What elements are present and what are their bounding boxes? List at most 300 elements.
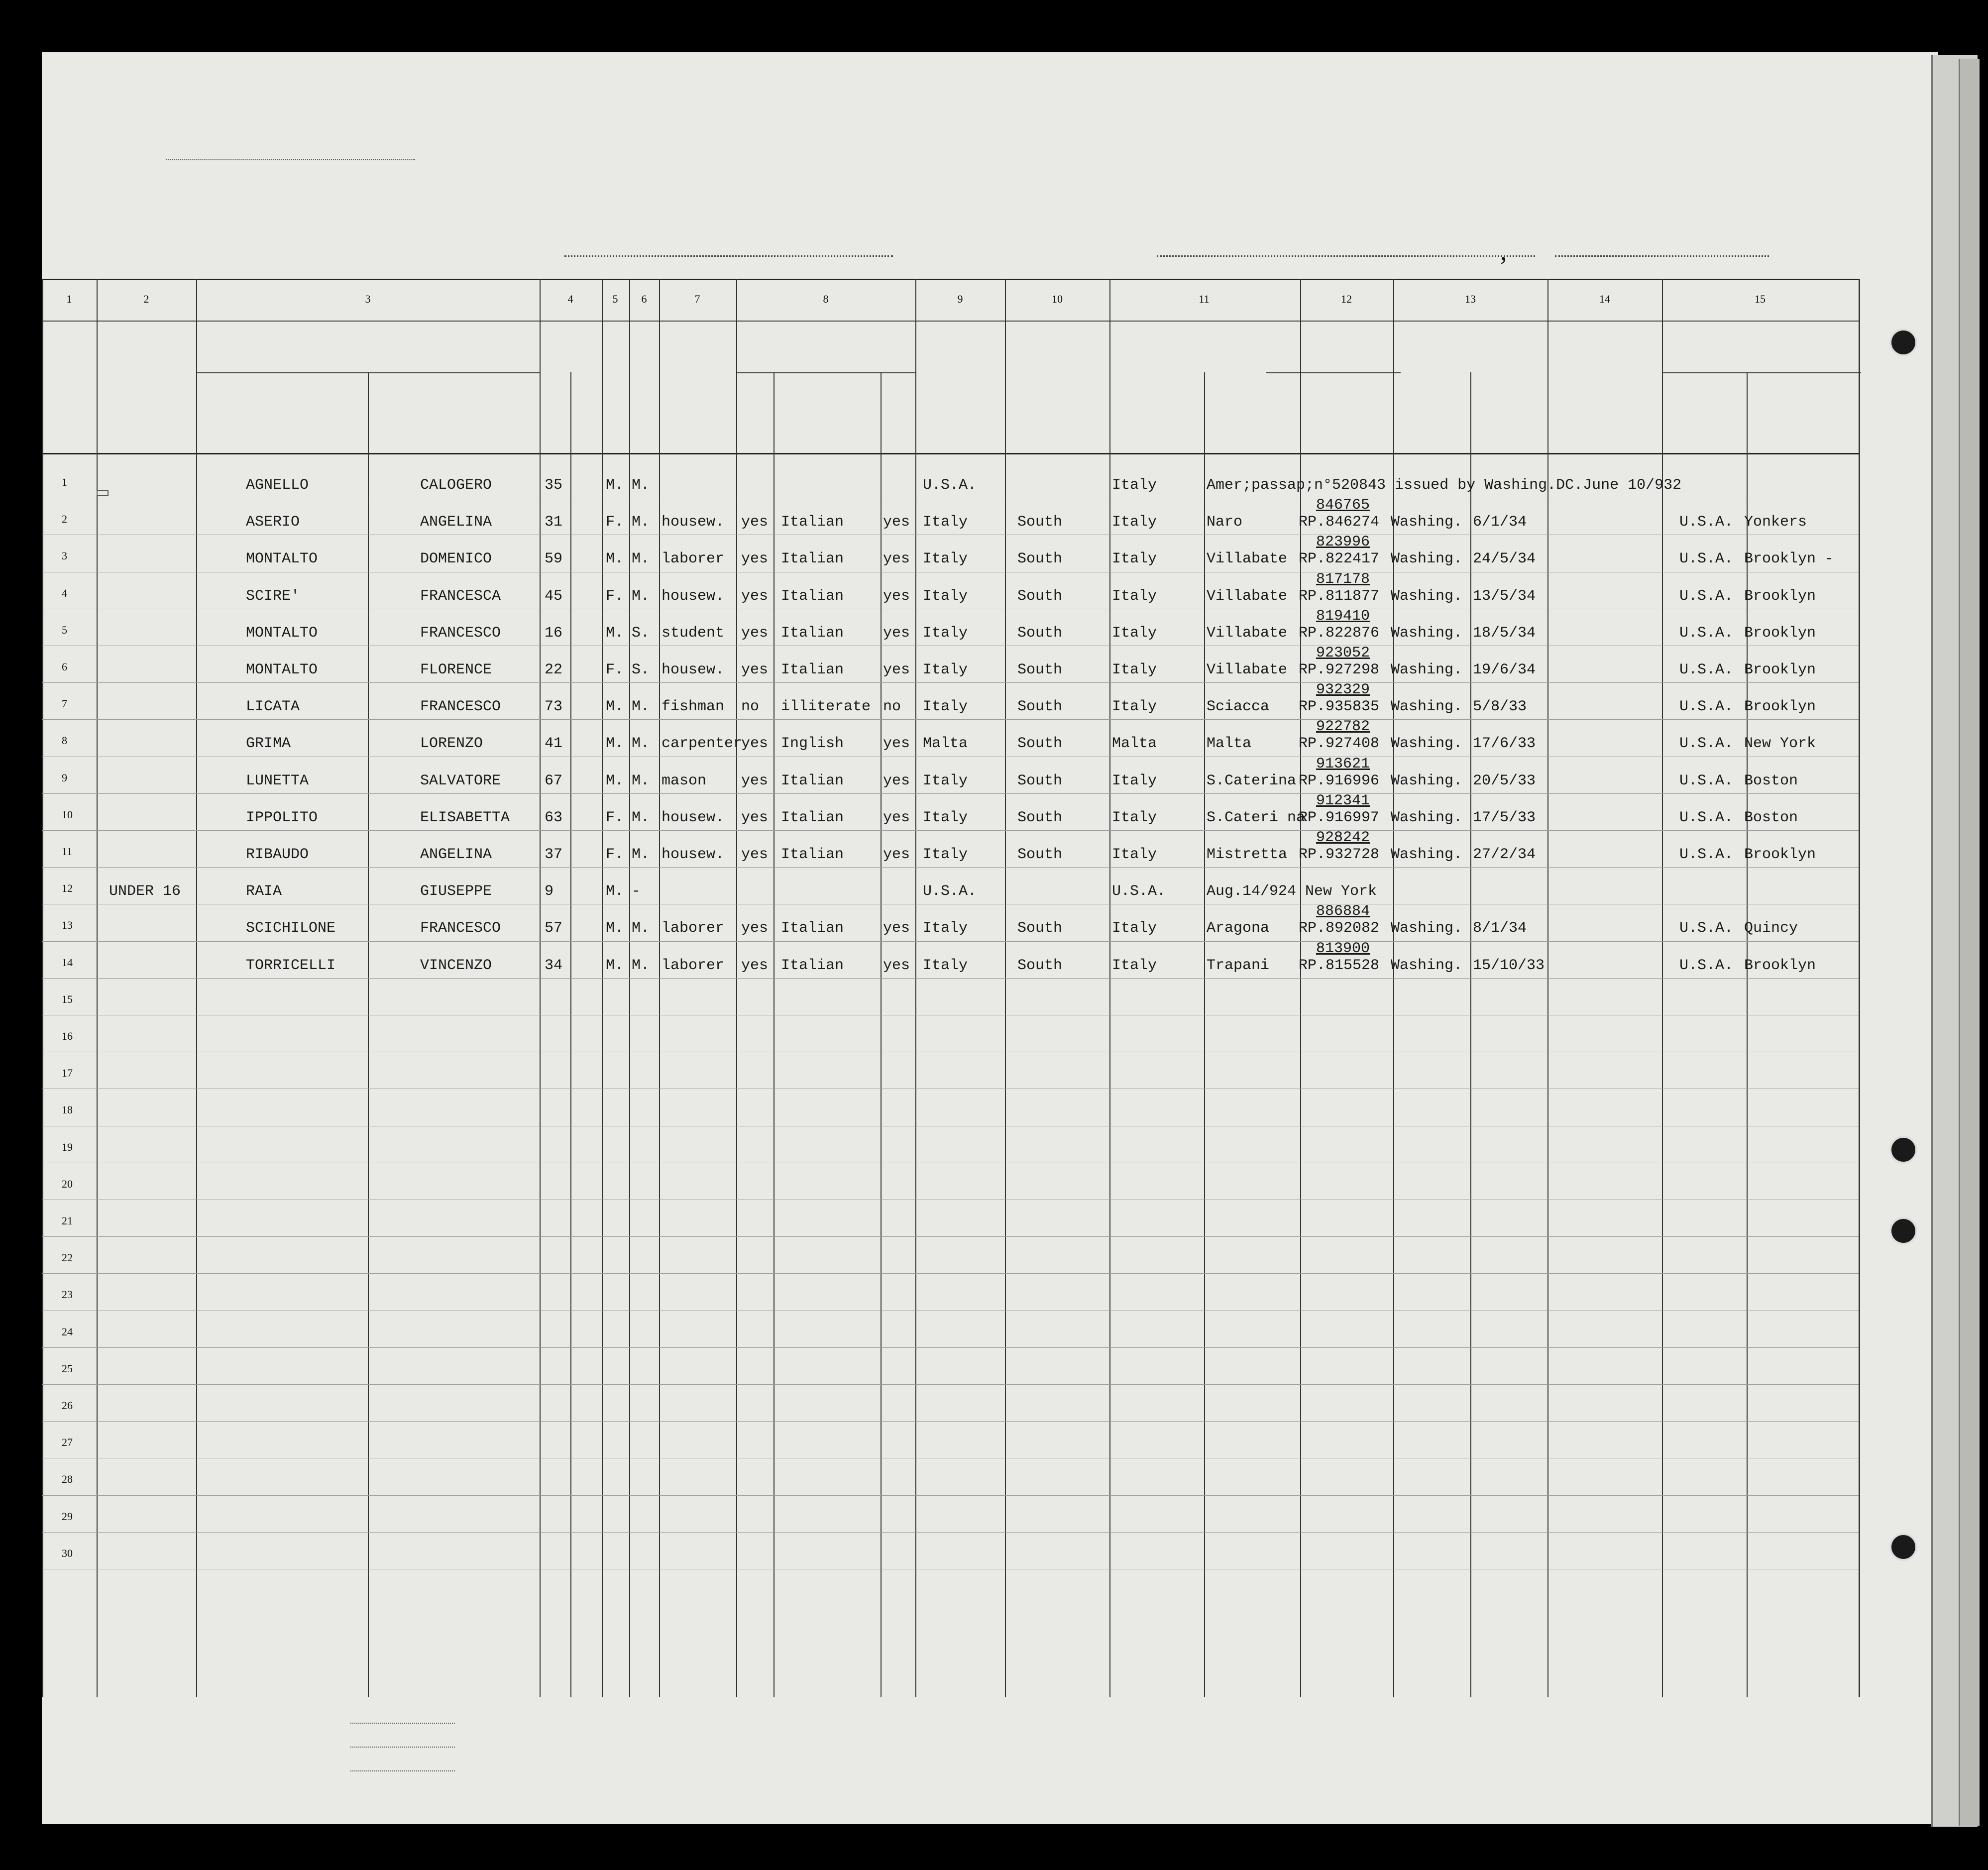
cell-given: FRANCESCA xyxy=(420,587,501,605)
cell-nationality: Italy xyxy=(923,624,968,642)
cell-visa: RP.846274 xyxy=(1299,514,1380,531)
cell-visa-number-2: 912341 xyxy=(1316,792,1370,809)
cell-read: yes xyxy=(741,550,769,568)
cell-family: ASERIO xyxy=(246,514,300,531)
row-number: 18 xyxy=(62,1103,73,1116)
cell-write: yes xyxy=(883,514,910,531)
cell-nationality: Italy xyxy=(923,587,968,605)
cell-marital: M. xyxy=(632,698,650,716)
cell-issued-place: Washing. xyxy=(1391,624,1463,642)
cell-res-country: U.S.A. xyxy=(1679,772,1734,789)
cell-language: Inglish xyxy=(781,735,844,753)
row-rule xyxy=(42,719,1859,720)
row-number: 23 xyxy=(62,1288,73,1301)
cell-birth-city: Malta xyxy=(1207,735,1252,753)
cell-birth-city: Aragona xyxy=(1207,920,1270,937)
column-line xyxy=(196,279,197,1697)
cell-nationality: Italy xyxy=(923,809,968,826)
cell-issued-place: Washing. xyxy=(1391,920,1463,937)
cell-race: South xyxy=(1017,698,1063,716)
cell-issued-date: 17/5/33 xyxy=(1473,809,1536,826)
row-number: 5 xyxy=(62,623,67,636)
cell-visa-number-2: 913621 xyxy=(1316,755,1370,772)
column-line xyxy=(659,279,660,1697)
cell-res-country: U.S.A. xyxy=(1679,698,1734,716)
cell-read: no xyxy=(741,698,760,716)
binder-edge xyxy=(1959,59,1980,1826)
row-number: 1 xyxy=(62,476,67,488)
cell-visa: RP.822417 xyxy=(1299,550,1380,568)
row-number: 15 xyxy=(62,992,73,1005)
cell-given: FRANCESCO xyxy=(420,920,501,937)
list-dotted-line xyxy=(166,159,415,160)
cell-read: yes xyxy=(741,772,769,789)
cell-visa: RP.811877 xyxy=(1299,587,1380,605)
row-number: 22 xyxy=(62,1251,73,1264)
row-number: 29 xyxy=(62,1510,73,1523)
cell-given: DOMENICO xyxy=(420,550,492,568)
cell-issued-date: 20/5/33 xyxy=(1473,772,1536,789)
row-number: 24 xyxy=(62,1325,73,1338)
cell-given: FRANCESCO xyxy=(420,698,501,716)
column-number: 11 xyxy=(1199,293,1210,305)
column-number: 15 xyxy=(1755,293,1766,305)
cell-issued-date: 18/5/34 xyxy=(1473,624,1536,642)
column-number: 12 xyxy=(1341,293,1352,305)
row-number: 6 xyxy=(62,660,67,673)
column-line xyxy=(629,279,630,1697)
cell-sex: M. xyxy=(606,735,624,753)
cell-visa-number-2: 813900 xyxy=(1316,940,1370,957)
cell-birth-country: Italy xyxy=(1112,514,1157,531)
column-line xyxy=(1747,372,1748,1697)
row-number: 10 xyxy=(62,808,73,821)
cell-nationality: Italy xyxy=(923,920,968,937)
cell-race: South xyxy=(1017,809,1063,826)
cell-yrs: 35 xyxy=(545,477,563,494)
cell-birth-city: Villabate xyxy=(1207,661,1288,678)
cell-race: South xyxy=(1017,587,1063,605)
cell-language: Italian xyxy=(781,550,844,568)
cell-yrs: 37 xyxy=(545,846,563,863)
cell-sex: M. xyxy=(606,772,624,789)
cell-issued-date: 8/1/34 xyxy=(1473,920,1527,937)
cell-birth-country: Italy xyxy=(1112,957,1157,974)
cell-yrs: 67 xyxy=(545,772,563,789)
cell-family: RAIA xyxy=(246,883,282,900)
cell-calling: fishman xyxy=(662,698,725,716)
cell-birth-country: Malta xyxy=(1112,735,1157,753)
punch-hole-2 xyxy=(1889,1136,1917,1164)
cell-birth-country: Italy xyxy=(1112,772,1157,789)
cell-read: yes xyxy=(741,587,769,605)
cell-given: FRANCESCO xyxy=(420,624,501,642)
cell-res-city: Brooklyn xyxy=(1744,957,1816,974)
us-stamp xyxy=(97,490,109,496)
cell-calling: mason xyxy=(662,772,707,789)
cell-nationality: Italy xyxy=(923,698,968,716)
cell-sex: M. xyxy=(606,883,624,900)
cell-sex: F. xyxy=(606,514,624,531)
cell-race: South xyxy=(1017,550,1063,568)
cell-issued-place: Washing. xyxy=(1391,957,1463,974)
manifest-table xyxy=(42,279,1859,1697)
issued-sub-border xyxy=(1266,372,1401,373)
column-number: 5 xyxy=(612,293,618,305)
cell-marital: M. xyxy=(632,514,650,531)
column-number: 7 xyxy=(694,293,700,305)
cell-marital: M. xyxy=(632,920,650,937)
cell-sex: M. xyxy=(606,624,624,642)
cell-calling: housew. xyxy=(662,809,725,826)
row-number: 30 xyxy=(62,1546,73,1559)
cell-language: Italian xyxy=(781,587,844,605)
port-dotted-line xyxy=(1157,255,1535,257)
cell-issued-date: 5/8/33 xyxy=(1473,698,1527,716)
column-line xyxy=(915,279,916,1697)
row-number: 25 xyxy=(62,1362,73,1375)
cell-race: South xyxy=(1017,846,1063,863)
column-number: 10 xyxy=(1052,293,1063,305)
cell-calling: housew. xyxy=(662,846,725,863)
punch-hole-3 xyxy=(1889,1217,1917,1245)
cell-calling: laborer xyxy=(662,957,725,974)
cell-sex: M. xyxy=(606,550,624,568)
cell-write: yes xyxy=(883,624,910,642)
cell-nationality: Italy xyxy=(923,772,968,789)
cell-write: yes xyxy=(883,735,910,753)
cell-given: ANGELINA xyxy=(420,846,492,863)
cell-nationality: U.S.A. xyxy=(923,883,977,900)
cell-yrs: 41 xyxy=(545,735,563,753)
cell-language: Italian xyxy=(781,809,844,826)
cell-marital: M. xyxy=(632,809,650,826)
column-number: 14 xyxy=(1599,293,1610,305)
cell-sex: F. xyxy=(606,809,624,826)
cell-read: yes xyxy=(741,957,769,974)
cell-marital: M. xyxy=(632,550,650,568)
row-number: 2 xyxy=(62,513,67,526)
cell-family: SCIRE' xyxy=(246,587,300,605)
cell-marital: M. xyxy=(632,587,650,605)
cell-res-city: Brooklyn xyxy=(1744,624,1816,642)
cell-birth-country: Italy xyxy=(1112,624,1157,642)
column-line xyxy=(368,372,369,1697)
cell-race: South xyxy=(1017,772,1063,789)
cell-language: Italian xyxy=(781,514,844,531)
cell-write: yes xyxy=(883,772,910,789)
cell-race: South xyxy=(1017,920,1063,937)
cell-family: MONTALTO xyxy=(246,624,318,642)
cell-issued-place: Washing. xyxy=(1391,514,1463,531)
cell-issued-place: Washing. xyxy=(1391,809,1463,826)
cell-yrs: 59 xyxy=(545,550,563,568)
cell-given: VINCENZO xyxy=(420,957,492,974)
column-line xyxy=(1109,279,1110,1697)
cell-nationality: U.S.A. xyxy=(923,477,977,494)
cell-race: South xyxy=(1017,957,1063,974)
cell-nationality: Italy xyxy=(923,514,968,531)
cell-write: yes xyxy=(883,550,910,568)
cell-given: LORENZO xyxy=(420,735,483,753)
cell-res-country: U.S.A. xyxy=(1679,514,1734,531)
cell-res-city: Brooklyn xyxy=(1744,698,1816,716)
cell-language: Italian xyxy=(781,920,844,937)
cell-issued-date: 27/2/34 xyxy=(1473,846,1536,863)
cell-visa: RP.932728 xyxy=(1299,846,1380,863)
cell-marital: - xyxy=(632,883,641,900)
column-number: 8 xyxy=(823,293,829,305)
cell-language: Italian xyxy=(781,772,844,789)
row-rule xyxy=(42,1532,1859,1533)
cell-issued-place: Washing. xyxy=(1391,550,1463,568)
row-rule xyxy=(42,793,1859,794)
row-number: 8 xyxy=(62,734,67,747)
cell-nationality: Malta xyxy=(923,735,968,753)
cell-given: GIUSEPPE xyxy=(420,883,492,900)
row-rule xyxy=(42,867,1859,868)
cell-marital: S. xyxy=(632,661,650,678)
cell-visa: RP.822876 xyxy=(1299,624,1380,642)
cell-birth-city: Trapani xyxy=(1207,957,1270,974)
cell-issued-place: Washing. xyxy=(1391,698,1463,716)
cell-write: yes xyxy=(883,661,910,678)
row-rule xyxy=(42,978,1859,979)
cell-birth-city: Villabate xyxy=(1207,587,1288,605)
cell-nationality: Italy xyxy=(923,957,968,974)
able-sub-border xyxy=(736,372,915,373)
cell-sex: M. xyxy=(606,698,624,716)
cell-res-city: Brooklyn - xyxy=(1744,550,1834,568)
column-line xyxy=(42,279,43,1697)
cell-res-country: U.S.A. xyxy=(1679,846,1734,863)
row-rule xyxy=(42,1495,1859,1496)
cell-given: SALVATORE xyxy=(420,772,501,789)
cell-res-country: U.S.A. xyxy=(1679,624,1734,642)
cell-birth-country: Italy xyxy=(1112,920,1157,937)
column-line xyxy=(773,372,774,1697)
voyage-comma: , xyxy=(1500,236,1507,266)
cell-visa: RP.935835 xyxy=(1299,698,1380,716)
cell-birth-city: Aug.14/924 New York xyxy=(1207,883,1377,900)
cell-visa-number-2: 823996 xyxy=(1316,534,1370,551)
row-rule xyxy=(42,1236,1859,1237)
cell-birth-city: Sciacca xyxy=(1207,698,1270,716)
row-number: 11 xyxy=(62,845,73,858)
cell-tax: UNDER 16 xyxy=(109,883,181,900)
row-number: 3 xyxy=(62,550,67,562)
row-rule xyxy=(42,1384,1859,1385)
row-rule xyxy=(42,830,1859,831)
cell-family: IPPOLITO xyxy=(246,809,318,826)
header-bottom-border xyxy=(42,453,1859,454)
aliens-dots xyxy=(350,1751,455,1771)
cell-nationality: Italy xyxy=(923,846,968,863)
column-line xyxy=(736,279,737,1697)
cell-visa: RP.815528 xyxy=(1299,957,1380,974)
cell-birth-country: Italy xyxy=(1112,809,1157,826)
cell-res-country: U.S.A. xyxy=(1679,809,1734,826)
cell-sex: F. xyxy=(606,661,624,678)
cell-birth-country: Italy xyxy=(1112,477,1157,494)
cell-language: Italian xyxy=(781,624,844,642)
column-number: 6 xyxy=(641,293,647,305)
cell-birth-city: Naro xyxy=(1207,514,1243,531)
cell-marital: S. xyxy=(632,624,650,642)
cell-given: ANGELINA xyxy=(420,514,492,531)
row-number: 13 xyxy=(62,919,73,932)
cell-calling: housew. xyxy=(662,661,725,678)
cell-yrs: 22 xyxy=(545,661,563,678)
cell-issued-date: 6/1/34 xyxy=(1473,514,1527,531)
cell-family: MONTALTO xyxy=(246,661,318,678)
cell-visa-number-2: 928242 xyxy=(1316,829,1370,846)
cell-visa-number-2: 846765 xyxy=(1316,497,1370,514)
cell-yrs: 73 xyxy=(545,698,563,716)
cell-sex: M. xyxy=(606,920,624,937)
cell-marital: M. xyxy=(632,957,650,974)
cell-write: yes xyxy=(883,587,910,605)
cell-family: SCICHILONE xyxy=(246,920,336,937)
cell-read: yes xyxy=(741,735,769,753)
cell-birth-country: Italy xyxy=(1112,587,1157,605)
cell-visa-number-2: 819410 xyxy=(1316,607,1370,625)
cell-calling: housew. xyxy=(662,514,725,531)
cell-birth-city: Amer;passap;n°520843 issued by Washing.DC.June 10/932 xyxy=(1207,477,1682,494)
cell-birth-country: Italy xyxy=(1112,846,1157,863)
column-number: 9 xyxy=(957,293,963,305)
cell-issued-place: Washing. xyxy=(1391,661,1463,678)
cell-language: illiterate xyxy=(781,698,871,716)
cell-write: yes xyxy=(883,920,910,937)
cell-visa-number-2: 923052 xyxy=(1316,645,1370,661)
cell-visa-number-2: 817178 xyxy=(1316,570,1370,588)
column-number: 13 xyxy=(1465,293,1476,305)
row-rule xyxy=(42,682,1859,683)
cell-calling: student xyxy=(662,624,725,642)
row-number: 21 xyxy=(62,1214,73,1227)
cell-given: FLORENCE xyxy=(420,661,492,678)
row-number: 16 xyxy=(62,1030,73,1042)
cell-nationality: Italy xyxy=(923,661,968,678)
punch-hole-1 xyxy=(1889,329,1917,356)
cell-family: RIBAUDO xyxy=(246,846,309,863)
cell-family: LICATA xyxy=(246,698,300,716)
cell-race: South xyxy=(1017,661,1063,678)
cell-res-country: U.S.A. xyxy=(1679,661,1734,678)
cell-calling: housew. xyxy=(662,587,725,605)
cell-sex: F. xyxy=(606,587,624,605)
cell-read: yes xyxy=(741,661,769,678)
cell-res-city: Boston xyxy=(1744,772,1798,789)
cell-sex: M. xyxy=(606,477,624,494)
cell-language: Italian xyxy=(781,661,844,678)
cell-visa: RP.916996 xyxy=(1299,772,1380,789)
cell-issued-date: 15/10/33 xyxy=(1473,957,1545,974)
cell-family: TORRICELLI xyxy=(246,957,336,974)
cell-visa-number-2: 922782 xyxy=(1316,718,1370,736)
row-number: 14 xyxy=(62,956,73,969)
row-number: 26 xyxy=(62,1399,73,1412)
cell-res-country: U.S.A. xyxy=(1679,957,1734,974)
cell-yrs: 31 xyxy=(545,514,563,531)
column-line xyxy=(570,372,571,1697)
cell-yrs: 57 xyxy=(545,920,563,937)
cell-res-city: Yonkers xyxy=(1744,514,1807,531)
row-rule xyxy=(42,941,1859,942)
cell-marital: M. xyxy=(632,846,650,863)
colnum-bottom-border xyxy=(42,321,1859,322)
cell-res-city: Brooklyn xyxy=(1744,846,1816,863)
cell-calling: laborer xyxy=(662,550,725,568)
cell-race: South xyxy=(1017,624,1063,642)
citizens-dots xyxy=(350,1727,455,1748)
cell-issued-place: Washing. xyxy=(1391,587,1463,605)
cell-res-city: New York xyxy=(1744,735,1816,753)
cell-write: yes xyxy=(883,957,910,974)
column-line xyxy=(1859,279,1860,1697)
column-line xyxy=(540,279,541,1697)
cell-yrs: 34 xyxy=(545,957,563,974)
cell-res-city: Brooklyn xyxy=(1744,587,1816,605)
cell-yrs: 45 xyxy=(545,587,563,605)
column-number: 1 xyxy=(66,293,72,305)
cell-read: yes xyxy=(741,809,769,826)
row-number: 19 xyxy=(62,1140,73,1153)
cell-family: GRIMA xyxy=(246,735,291,753)
cell-birth-country: Italy xyxy=(1112,698,1157,716)
row-number: 27 xyxy=(62,1436,73,1449)
row-number: 9 xyxy=(62,771,67,784)
cell-read: yes xyxy=(741,920,769,937)
cell-issued-date: 24/5/34 xyxy=(1473,550,1536,568)
column-line xyxy=(1204,372,1205,1697)
totals-dots xyxy=(350,1705,455,1771)
cell-given: ELISABETTA xyxy=(420,809,510,826)
cell-birth-city: Mistretta xyxy=(1207,846,1288,863)
cell-visa-number-2: 886884 xyxy=(1316,903,1370,920)
row-number: 28 xyxy=(62,1473,73,1486)
cell-marital: M. xyxy=(632,735,650,753)
cell-family: LUNETTA xyxy=(246,772,309,789)
cell-read: yes xyxy=(741,846,769,863)
cell-res-city: Brooklyn xyxy=(1744,661,1816,678)
cell-read: yes xyxy=(741,514,769,531)
cell-issued-place: Washing. xyxy=(1391,735,1463,753)
row-rule xyxy=(42,1273,1859,1274)
cell-read: yes xyxy=(741,624,769,642)
cell-marital: M. xyxy=(632,477,650,494)
cell-yrs: 16 xyxy=(545,624,563,642)
row-rule xyxy=(42,1347,1859,1348)
row-number: 20 xyxy=(62,1177,73,1190)
cell-yrs: 9 xyxy=(545,883,554,900)
column-number: 2 xyxy=(143,293,149,305)
cell-write: yes xyxy=(883,846,910,863)
cell-family: AGNELLO xyxy=(246,477,309,494)
column-line xyxy=(881,372,882,1697)
cell-calling: laborer xyxy=(662,920,725,937)
cell-birth-country: Italy xyxy=(1112,661,1157,678)
residence-sub-border xyxy=(1662,372,1861,373)
date-dotted-line xyxy=(1555,255,1769,257)
column-number: 3 xyxy=(365,293,371,305)
cell-sex: F. xyxy=(606,846,624,863)
table-top-border xyxy=(42,279,1859,280)
cell-race: South xyxy=(1017,514,1063,531)
cell-visa: RP.927408 xyxy=(1299,735,1380,753)
cell-res-country: U.S.A. xyxy=(1679,735,1734,753)
